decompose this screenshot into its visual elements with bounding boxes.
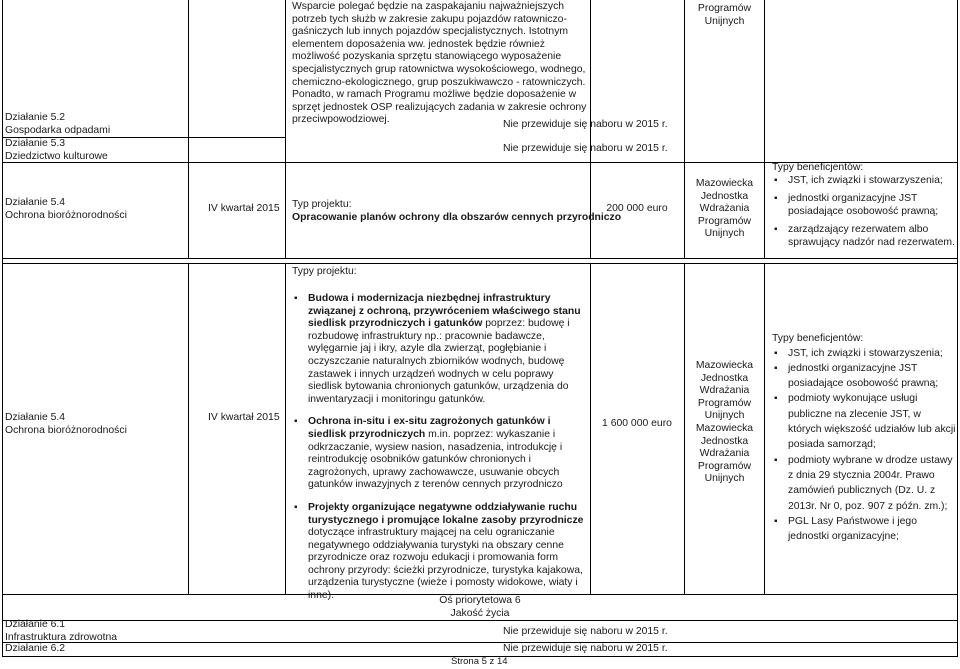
action-name: Dziedzictwo kulturowe: [5, 150, 108, 162]
priority-axis-header: [380, 595, 580, 620]
action-number: Działanie 5.4: [5, 412, 66, 423]
beneficiary-item: ▪ podmioty wykonujące usługi publiczne na zlecenie JST, w których większość udziałów lub akcji posiada samorząd;: [772, 391, 956, 452]
project-type-item: ▪ Projekty organizujące negatywne oddziaływanie ruchu turystycznego i promujące lokalne zasoby przyrodnicze dotyczące infrastruktury mającej na celu ograniczanie negatywnego oddziaływania turystyki na obszary cenne przyrodnicze oraz rozwoju edukacji i promowania form ochrony przyrody: ścieżki przyrodnicze, turystyka kajakowa, urządzenia turystyczne (wieże i pomosty widokowe, wiaty i inne).: [292, 502, 588, 603]
row-divider: [2, 263, 958, 264]
row-divider: [2, 642, 958, 643]
impl-line: Programów: [697, 215, 752, 227]
impl-line: Programów: [697, 3, 752, 14]
allocation-amount: 200 000 euro: [606, 203, 668, 214]
action-5-2: [5, 112, 110, 137]
impl-line: Wdrażania: [699, 203, 750, 215]
project-type-item: ▪ Budowa i modernizacja niezbędnej infrastruktury związanej z ochroną, przywróceniem właściwego stanu siedlisk przyrodniczych i gatunków poprzez: budowę i rozbudowę infrastruktury np.: pracownie badawcze, wylęgarnie jaj i ikry, azyle dla zwierząt, pogłębianie i oczyszczanie naturalnych zbiorników wodnych, budowę zastawek i innych urządzeń wodnych w celu poprawy siedlisk bytowania chronionych gatunków, urządzenia do inwentaryzacji i monitoringu gatunków.: [292, 293, 588, 406]
impl-line: Jednostka: [700, 190, 749, 202]
type-label: Typ projektu:: [292, 199, 352, 210]
impl-line: Unijnych: [704, 228, 745, 240]
type-name: Opracowanie planów ochrony dla obszarów cennych przyrodniczo: [292, 211, 622, 223]
action-5-3: [5, 138, 108, 163]
impl-line: Wdrażania: [699, 385, 750, 397]
impl-line: Mazowiecka: [695, 422, 754, 434]
beneficiary-item: ▪ jednostki organizacyjne JST posiadające osobowość prawną;: [772, 361, 956, 392]
impl-line: Mazowiecka: [695, 360, 754, 371]
col-divider: [764, 263, 765, 594]
col-divider: [188, 263, 189, 594]
no-call-status: Nie przewiduje się naboru w 2015 r.: [503, 643, 668, 654]
action-number: Działanie 5.2: [5, 112, 66, 123]
beneficiary-item: ▪ JST, ich związki i stowarzyszenia;: [772, 346, 956, 361]
beneficiary-item: ▪ podmioty wybrane w drodze ustawy z dnia 29 stycznia 2004r. Prawo zamówień publicznych (Dz. U. z 2013r. Nr 0, poz. 907 z późn. zm.);: [772, 453, 956, 514]
impl-line: Programów: [697, 397, 752, 409]
action-name: Ochrona bioróżnorodności: [5, 209, 127, 221]
intro-paragraph: Wsparcie polegać będzie na zaspakajaniu najważniejszych potrzeb tych służb w zakresie zakupu pojazdów ratowniczo-gaśniczych lub innych pojazdów specjalistycznych. Istotnym elementem doposażenia ww. jednostek będzie również możliwość pozyskania sprzętu stanowiącego wyposażenie specjalistycznych grup ratownictwa wysokościowego, wodnego, chemiczno-ekologicznego, grup poszukiwawczo - ratowniczych. Ponadto, w ramach Programu możliwe będzie doposażenie w sprzęt jednostek OSP realizujących zadania w zakresie ochrony przeciwpowodziowej.: [292, 1, 587, 126]
table-border-left: [2, 0, 3, 657]
impl-line: Unijnych: [704, 15, 745, 27]
beneficiaries-label: Typy beneficjentów:: [772, 162, 864, 173]
implementing-body: [685, 360, 764, 486]
beneficiary-item: ▪ zarządzający rezerwatem albo sprawujący nadzór nad rezerwatem.: [772, 224, 956, 249]
types-label: Typy projektu:: [292, 266, 357, 277]
impl-line: Mazowiecka: [695, 178, 754, 189]
project-types: [292, 293, 588, 603]
action-6-2: Działanie 6.2: [5, 643, 66, 654]
no-call-status: Nie przewiduje się naboru w 2015 r.: [503, 626, 668, 637]
call-quarter: IV kwartał 2015: [208, 412, 280, 423]
axis-title: Oś priorytetowa 6: [439, 595, 521, 606]
call-quarter: IV kwartał 2015: [208, 203, 280, 214]
impl-line: Unijnych: [704, 473, 745, 485]
project-type-item: ▪ Ochrona in-situ i ex-situ zagrożonych gatunków i siedlisk przyrodniczych m.in. poprzez: wykaszanie i odkrzaczanie, wysiew nasion, nasadzenia, introdukcję i reintrodukcję osobników gatunków chronionych i zagrożonych, uprawy zachowawcze, usuwanie obcych gatunków inwazyjnych z terenów cennych przyrodniczo: [292, 416, 588, 492]
action-name: Infrastruktura zdrowotna: [5, 631, 118, 643]
col-divider: [285, 263, 286, 594]
beneficiaries-label: Typy beneficjentów:: [772, 333, 864, 344]
beneficiaries: [772, 162, 956, 250]
impl-line: Programów: [697, 460, 752, 472]
col-divider: [188, 0, 189, 259]
impl-line: Jednostka: [700, 435, 749, 447]
col-divider: [764, 0, 765, 259]
action-5-4: [5, 197, 127, 222]
beneficiary-item: ▪ JST, ich związki i stowarzyszenia;: [772, 175, 956, 188]
no-call-status: Nie przewiduje się naboru w 2015 r.: [503, 119, 668, 130]
beneficiaries: [772, 333, 956, 544]
beneficiary-item: ▪ jednostki organizacyjne JST posiadające osobowość prawną;: [772, 193, 956, 218]
no-call-status: Nie przewiduje się naboru w 2015 r.: [503, 143, 668, 154]
action-5-4: [5, 412, 127, 437]
col-divider: [285, 0, 286, 259]
action-number: Działanie 6.1: [5, 619, 66, 630]
action-name: Ochrona bioróżnorodności: [5, 424, 127, 436]
impl-line: Jednostka: [700, 372, 749, 384]
allocation-amount: 1 600 000 euro: [602, 418, 672, 429]
action-name: Gospodarka odpadami: [5, 124, 111, 136]
beneficiary-item: ▪ PGL Lasy Państwowe i jego jednostki organizacyjne;: [772, 514, 956, 545]
action-number: Działanie 5.4: [5, 197, 66, 208]
table-border-right: [957, 0, 958, 657]
action-number: Działanie 5.3: [5, 138, 66, 149]
row-divider: [2, 258, 958, 259]
axis-subtitle: Jakość życia: [450, 607, 510, 619]
project-type: [292, 199, 621, 224]
implementing-body: [685, 178, 764, 241]
action-6-1: [5, 619, 117, 644]
implementing-body-top: [685, 3, 764, 28]
impl-line: Unijnych: [704, 410, 745, 422]
impl-line: Wdrażania: [699, 448, 750, 460]
page-number: Strona 5 z 14: [451, 656, 508, 667]
